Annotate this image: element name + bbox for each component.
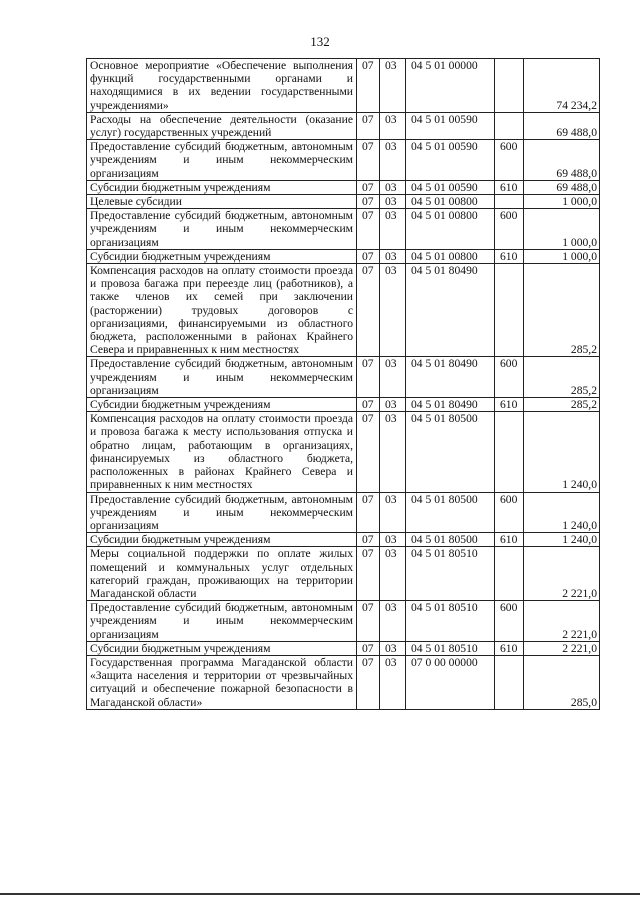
expense-type-cell: [495, 264, 524, 357]
target-article-cell: 07 0 00 00000: [406, 655, 495, 709]
section-code-cell: 07: [357, 655, 380, 709]
section-code-cell: 07: [357, 533, 380, 547]
table-row: [87, 195, 600, 209]
amount-cell: 2 221,0: [524, 641, 600, 655]
amount-cell: 1 000,0: [524, 195, 600, 209]
amount-cell: 1 240,0: [524, 412, 600, 492]
amount-cell: 1 240,0: [524, 533, 600, 547]
item-name-cell: Субсидии бюджетным учреждениям: [87, 641, 357, 655]
expense-type-cell: [495, 655, 524, 709]
target-article-cell: 04 5 01 80490: [406, 357, 495, 398]
target-article-cell: 04 5 01 00000: [406, 59, 495, 113]
subsection-code-cell: 03: [380, 655, 406, 709]
expense-type-cell: 610: [495, 533, 524, 547]
amount-cell: 285,2: [524, 398, 600, 412]
budget-table: [86, 58, 600, 710]
amount-cell: 69 488,0: [524, 112, 600, 139]
target-article-cell: 04 5 01 80490: [406, 398, 495, 412]
section-code-cell: 07: [357, 601, 380, 642]
item-name-cell: Целевые субсидии: [87, 195, 357, 209]
table-row: [87, 412, 600, 492]
table-row: [87, 357, 600, 398]
target-article-cell: 04 5 01 80510: [406, 547, 495, 601]
amount-cell: 1 240,0: [524, 492, 600, 533]
item-name-cell: Компенсация расходов на оплату стоимости проезда и провоза багажа при переезде лиц (работников), а также членов их семей при заключении (расторжении) трудовых договоров с организациями, финансируемыми из областного бюджета, расположенными в районах Крайнего Севера и приравненных к ним местностях: [87, 264, 357, 357]
section-code-cell: 07: [357, 398, 380, 412]
subsection-code-cell: 03: [380, 601, 406, 642]
amount-cell: 285,2: [524, 264, 600, 357]
section-code-cell: 07: [357, 180, 380, 194]
subsection-code-cell: 03: [380, 547, 406, 601]
table-row: [87, 533, 600, 547]
target-article-cell: 04 5 01 80500: [406, 412, 495, 492]
item-name-cell: Предоставление субсидий бюджетным, автономным учреждениям и иным некоммерческим организациям: [87, 492, 357, 533]
amount-cell: 1 000,0: [524, 209, 600, 250]
section-code-cell: 07: [357, 412, 380, 492]
table-row: [87, 59, 600, 113]
subsection-code-cell: 03: [380, 264, 406, 357]
table-row: [87, 492, 600, 533]
item-name-cell: Субсидии бюджетным учреждениям: [87, 398, 357, 412]
table-row: [87, 655, 600, 709]
subsection-code-cell: 03: [380, 412, 406, 492]
expense-type-cell: 600: [495, 492, 524, 533]
expense-type-cell: 610: [495, 641, 524, 655]
subsection-code-cell: 03: [380, 180, 406, 194]
subsection-code-cell: 03: [380, 492, 406, 533]
amount-cell: 2 221,0: [524, 547, 600, 601]
target-article-cell: 04 5 01 00800: [406, 195, 495, 209]
expense-type-cell: [495, 547, 524, 601]
section-code-cell: 07: [357, 112, 380, 139]
amount-cell: 69 488,0: [524, 180, 600, 194]
amount-cell: 285,0: [524, 655, 600, 709]
expense-type-cell: 600: [495, 601, 524, 642]
item-name-cell: Субсидии бюджетным учреждениям: [87, 249, 357, 263]
item-name-cell: Предоставление субсидий бюджетным, автономным учреждениям и иным некоммерческим организациям: [87, 357, 357, 398]
expense-type-cell: [495, 112, 524, 139]
subsection-code-cell: 03: [380, 357, 406, 398]
item-name-cell: Основное мероприятие «Обеспечение выполнения функций государственными органами и находящимися в их ведении государственными учреждениями»: [87, 59, 357, 113]
subsection-code-cell: 03: [380, 209, 406, 250]
target-article-cell: 04 5 01 80510: [406, 601, 495, 642]
expense-type-cell: 610: [495, 249, 524, 263]
subsection-code-cell: 03: [380, 195, 406, 209]
table-row: [87, 398, 600, 412]
subsection-code-cell: 03: [380, 249, 406, 263]
item-name-cell: Меры социальной поддержки по оплате жилых помещений и коммунальных услуг отдельных категорий граждан, проживающих на территории Магаданской области: [87, 547, 357, 601]
target-article-cell: 04 5 01 00590: [406, 112, 495, 139]
item-name-cell: Компенсация расходов на оплату стоимости проезда и провоза багажа к месту использования отпуска и обратно лицам, работающим в организациях, финансируемых из областного бюджета, расположенных в районах Крайнего Севера и приравненных к ним местностях: [87, 412, 357, 492]
section-code-cell: 07: [357, 641, 380, 655]
subsection-code-cell: 03: [380, 112, 406, 139]
subsection-code-cell: 03: [380, 140, 406, 181]
table-row: [87, 547, 600, 601]
table-body: [87, 59, 600, 710]
target-article-cell: 04 5 01 80510: [406, 641, 495, 655]
item-name-cell: Расходы на обеспечение деятельности (оказание услуг) государственных учреждений: [87, 112, 357, 139]
expense-type-cell: [495, 412, 524, 492]
item-name-cell: Государственная программа Магаданской области «Защита населения и территории от чрезвычайных ситуаций и обеспечение пожарной безопасности в Магаданской области»: [87, 655, 357, 709]
bottom-rule: [0, 893, 640, 895]
target-article-cell: 04 5 01 80490: [406, 264, 495, 357]
expense-type-cell: 600: [495, 209, 524, 250]
section-code-cell: 07: [357, 357, 380, 398]
page-number: 132: [310, 34, 330, 49]
expense-type-cell: 610: [495, 180, 524, 194]
subsection-code-cell: 03: [380, 641, 406, 655]
target-article-cell: 04 5 01 00590: [406, 140, 495, 181]
target-article-cell: 04 5 01 00800: [406, 209, 495, 250]
amount-cell: 285,2: [524, 357, 600, 398]
expense-type-cell: 600: [495, 140, 524, 181]
expense-type-cell: 600: [495, 357, 524, 398]
section-code-cell: 07: [357, 264, 380, 357]
section-code-cell: 07: [357, 547, 380, 601]
item-name-cell: Предоставление субсидий бюджетным, автономным учреждениям и иным некоммерческим организациям: [87, 209, 357, 250]
target-article-cell: 04 5 01 80500: [406, 492, 495, 533]
amount-cell: 1 000,0: [524, 249, 600, 263]
expense-type-cell: 610: [495, 398, 524, 412]
table-row: [87, 180, 600, 194]
item-name-cell: Предоставление субсидий бюджетным, автономным учреждениям и иным некоммерческим организациям: [87, 601, 357, 642]
item-name-cell: Субсидии бюджетным учреждениям: [87, 180, 357, 194]
target-article-cell: 04 5 01 00590: [406, 180, 495, 194]
target-article-cell: 04 5 01 80500: [406, 533, 495, 547]
table-row: [87, 264, 600, 357]
section-code-cell: 07: [357, 249, 380, 263]
section-code-cell: 07: [357, 209, 380, 250]
section-code-cell: 07: [357, 59, 380, 113]
table-row: [87, 112, 600, 139]
table-row: [87, 601, 600, 642]
section-code-cell: 07: [357, 492, 380, 533]
table-row: [87, 209, 600, 250]
item-name-cell: Субсидии бюджетным учреждениям: [87, 533, 357, 547]
table-row: [87, 249, 600, 263]
table-row: [87, 641, 600, 655]
amount-cell: 2 221,0: [524, 601, 600, 642]
amount-cell: 69 488,0: [524, 140, 600, 181]
expense-type-cell: [495, 195, 524, 209]
expense-type-cell: [495, 59, 524, 113]
table-row: [87, 140, 600, 181]
target-article-cell: 04 5 01 00800: [406, 249, 495, 263]
subsection-code-cell: 03: [380, 59, 406, 113]
section-code-cell: 07: [357, 140, 380, 181]
subsection-code-cell: 03: [380, 533, 406, 547]
amount-cell: 74 234,2: [524, 59, 600, 113]
item-name-cell: Предоставление субсидий бюджетным, автономным учреждениям и иным некоммерческим организациям: [87, 140, 357, 181]
subsection-code-cell: 03: [380, 398, 406, 412]
section-code-cell: 07: [357, 195, 380, 209]
